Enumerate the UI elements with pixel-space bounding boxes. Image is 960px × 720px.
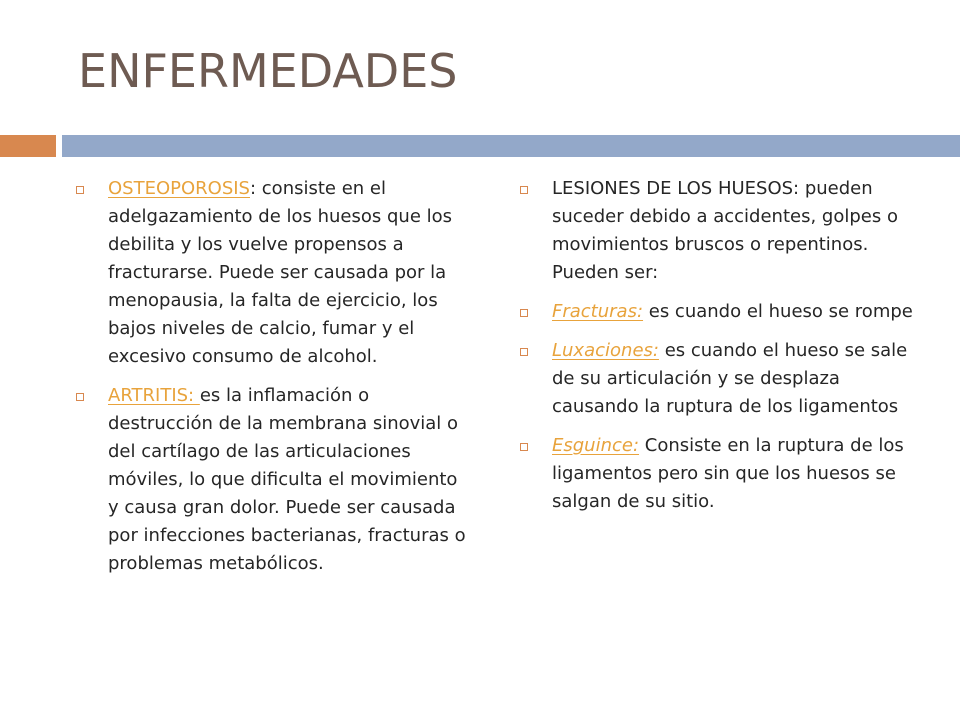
item-text: Consiste en la ruptura de los ligamentos pero sin que los huesos se salgan de su sitio. <box>552 435 904 512</box>
item-text: LESIONES DE LOS HUESOS: pueden suceder debido a accidentes, golpes o movimientos bruscos o repentinos. Pueden ser: <box>552 178 898 283</box>
left-column-list <box>76 175 466 589</box>
square-bullet-icon <box>520 309 528 317</box>
term-link-esguince[interactable]: Esguince: <box>552 435 640 456</box>
square-bullet-icon <box>76 393 84 401</box>
title-divider-bar <box>62 135 960 157</box>
item-text: es cuando el hueso se sale de su articulación y se desplaza causando la ruptura de los ligamentos <box>552 340 908 417</box>
list-item-artritis <box>76 382 466 578</box>
list-item-osteoporosis <box>76 175 466 371</box>
square-bullet-icon <box>520 186 528 194</box>
title-accent-bar <box>0 135 56 157</box>
list-item-fracturas <box>520 298 920 326</box>
slide-title: ENFERMEDADES <box>78 44 458 98</box>
square-bullet-icon <box>520 348 528 356</box>
term-link-fracturas[interactable]: Fracturas: <box>552 301 644 322</box>
item-text: es la inflamación o destrucción de la membrana sinovial o del cartílago de las articulaciones móviles, lo que dificulta el movimiento y causa gran dolor. Puede ser causada por infecciones bacterianas, fracturas o problemas metabólicos. <box>108 385 466 574</box>
item-text: : consiste en el adelgazamiento de los huesos que los debilita y los vuelve propensos a fracturarse. Puede ser causada por la menopausia, la falta de ejercicio, los bajos niveles de calcio, fumar y el excesivo consumo de alcohol. <box>108 178 453 367</box>
item-text: es cuando el hueso se rompe <box>643 301 913 322</box>
term-link-osteoporosis[interactable]: OSTEOPOROSIS <box>108 178 250 199</box>
square-bullet-icon <box>76 186 84 194</box>
square-bullet-icon <box>520 443 528 451</box>
term-link-luxaciones[interactable]: Luxaciones: <box>552 340 659 361</box>
list-item-esguince <box>520 432 920 516</box>
term-link-artritis[interactable]: ARTRITIS: <box>108 385 200 406</box>
list-item-luxaciones <box>520 337 920 421</box>
right-column-list <box>520 175 920 527</box>
list-item-lesiones <box>520 175 920 287</box>
